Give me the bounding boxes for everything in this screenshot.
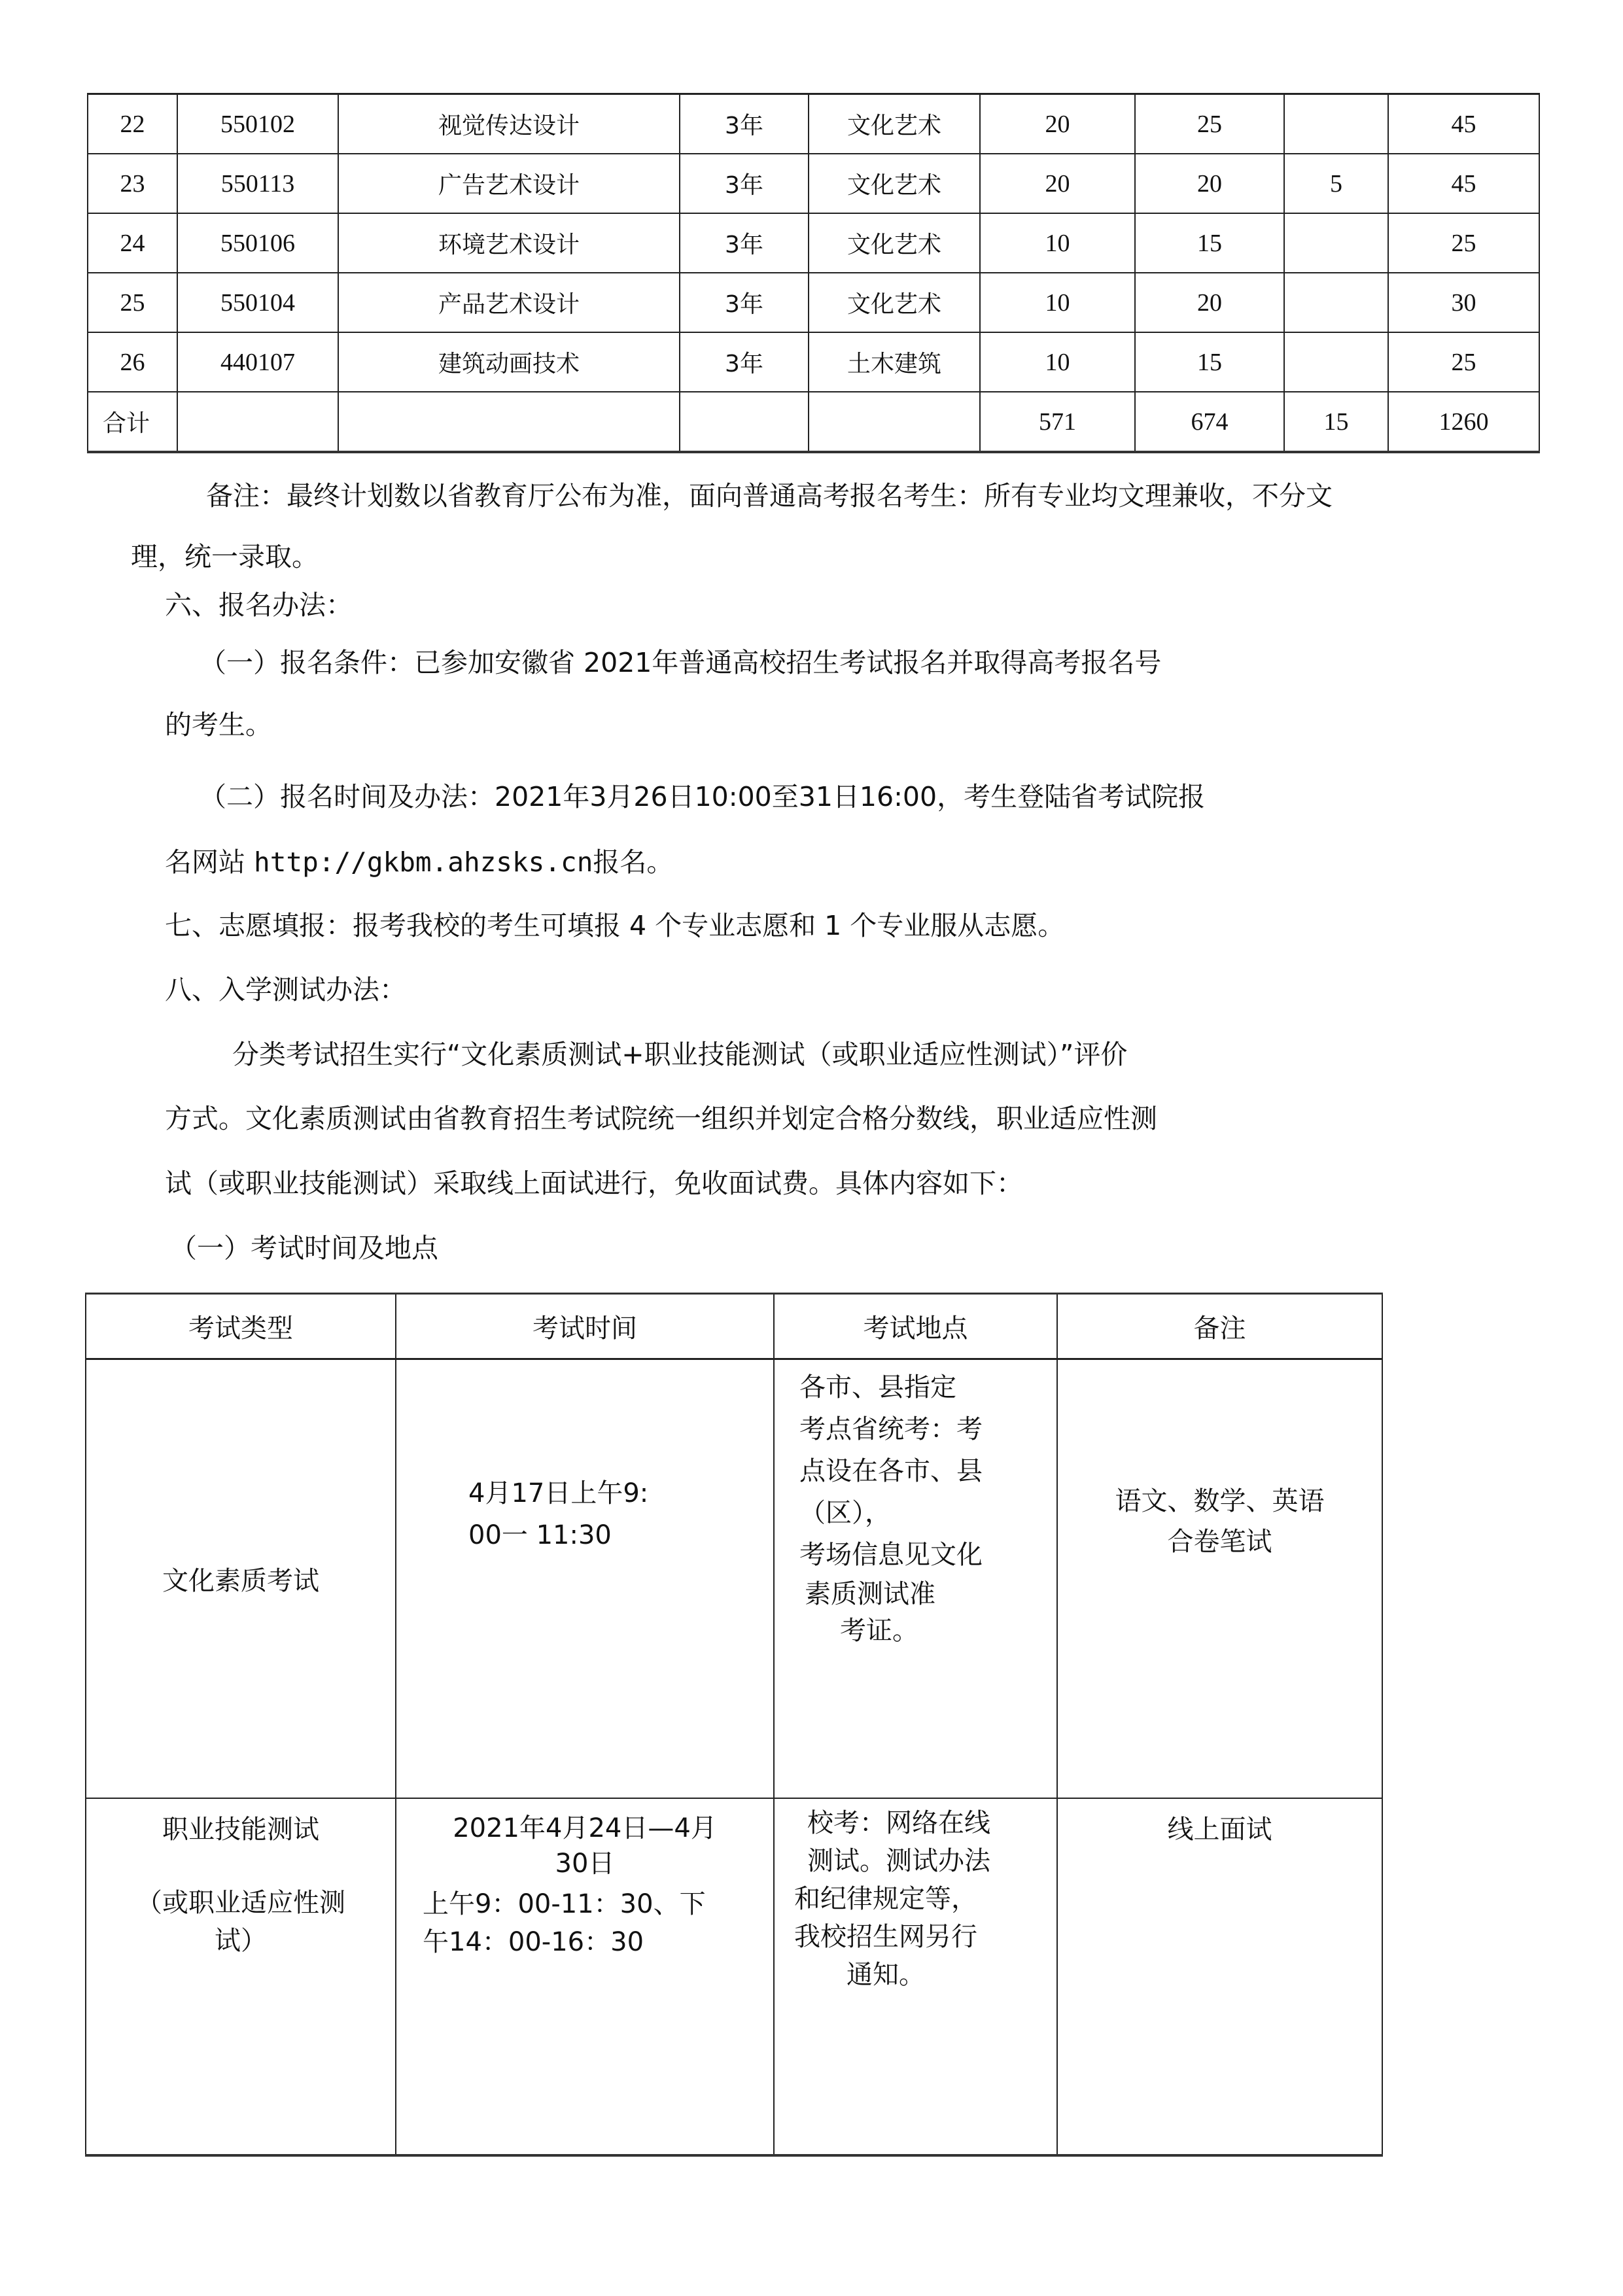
place-line: 考场信息见文化 xyxy=(799,1540,983,1570)
place-line: 考点省统考：考 xyxy=(799,1414,983,1444)
remark-line: 线上面试 xyxy=(1167,1815,1272,1845)
note-line-2: 理，统一录取。 xyxy=(131,541,319,572)
quota-col3 xyxy=(1284,94,1388,154)
website-suffix: 报名。 xyxy=(593,846,674,878)
table-row xyxy=(88,332,1539,392)
major-code: 550102 xyxy=(177,94,338,154)
total-col3: 15 xyxy=(1284,392,1388,452)
quota-col3 xyxy=(1284,273,1388,332)
place-line: 通知。 xyxy=(846,1960,925,1990)
exam-place xyxy=(774,1798,1057,2155)
table-header-row xyxy=(86,1294,1382,1359)
section-8-para-line-2: 方式。文化素质测试由省教育招生考试院统一组织并划定合格分数线，职业适应性测 xyxy=(165,1103,1157,1134)
row-number: 23 xyxy=(88,154,177,213)
row-number: 22 xyxy=(88,94,177,154)
time-line: 00一 11:30 xyxy=(468,1520,612,1550)
spacer xyxy=(86,1849,395,1884)
study-years: 3年 xyxy=(680,273,809,332)
exam-remarks xyxy=(1057,1359,1382,1799)
total-label: 合计 xyxy=(88,392,177,452)
major-name: 视觉传达设计 xyxy=(338,94,680,154)
quota-col2: 20 xyxy=(1135,273,1284,332)
quota-col2: 20 xyxy=(1135,154,1284,213)
major-code: 440107 xyxy=(177,332,338,392)
section-8-title: 八、入学测试办法： xyxy=(165,974,406,1005)
place-line: 我校招生网另行 xyxy=(794,1922,977,1952)
place-line: 素质测试准 xyxy=(805,1579,935,1609)
table-row xyxy=(88,273,1539,332)
study-years: 3年 xyxy=(680,332,809,392)
study-years: 3年 xyxy=(680,94,809,154)
registration-url-link[interactable]: http://gkbm.ahzsks.cn xyxy=(254,846,593,878)
section-6-title: 六、报名办法： xyxy=(165,589,353,621)
table-row xyxy=(88,213,1539,273)
major-category: 土木建筑 xyxy=(809,332,980,392)
place-line: 校考：网络在线 xyxy=(807,1808,990,1838)
row-number: 26 xyxy=(88,332,177,392)
quota-col3 xyxy=(1284,213,1388,273)
quota-col2: 15 xyxy=(1135,213,1284,273)
header-remarks: 备注 xyxy=(1057,1294,1382,1359)
section-6-2-line-1: （二）报名时间及办法：2021年3月26日10:00至31日16:00，考生登陆省考试院报 xyxy=(200,781,1206,812)
quota-col1: 10 xyxy=(980,332,1135,392)
major-category: 文化艺术 xyxy=(809,213,980,273)
table-row xyxy=(88,94,1539,154)
major-code: 550104 xyxy=(177,273,338,332)
quota-total: 45 xyxy=(1388,94,1539,154)
empty-cell xyxy=(680,392,809,452)
table-row xyxy=(88,154,1539,213)
time-line: 4月17日上午9: xyxy=(468,1478,649,1508)
major-name: 环境艺术设计 xyxy=(338,213,680,273)
type-line: （或职业适应性测 xyxy=(136,1888,345,1918)
section-7: 七、志愿填报：报考我校的考生可填报 4 个专业志愿和 1 个专业服从志愿。 xyxy=(165,910,1065,941)
header-exam-type: 考试类型 xyxy=(86,1294,396,1359)
quota-col1: 20 xyxy=(980,154,1135,213)
section-8-para-line-3: 试（或职业技能测试）采取线上面试进行，免收面试费。具体内容如下： xyxy=(165,1168,1023,1199)
section-6-2-line-2 xyxy=(165,846,673,878)
quota-col3 xyxy=(1284,332,1388,392)
enrollment-plan-table xyxy=(87,93,1540,453)
quota-total: 30 xyxy=(1388,273,1539,332)
quota-col1: 10 xyxy=(980,273,1135,332)
total-col1: 571 xyxy=(980,392,1135,452)
place-line: 考证。 xyxy=(840,1616,918,1646)
header-exam-time: 考试时间 xyxy=(396,1294,774,1359)
study-years: 3年 xyxy=(680,154,809,213)
study-years: 3年 xyxy=(680,213,809,273)
exam-place xyxy=(774,1359,1057,1799)
major-code: 550106 xyxy=(177,213,338,273)
remark-line: 语文、数学、英语 xyxy=(1115,1486,1325,1516)
quota-total: 25 xyxy=(1388,213,1539,273)
empty-cell xyxy=(338,392,680,452)
total-sum: 1260 xyxy=(1388,392,1539,452)
quota-col1: 10 xyxy=(980,213,1135,273)
place-line: 各市、县指定 xyxy=(799,1372,956,1402)
exam-type xyxy=(86,1798,396,2155)
time-line: 上午9：00-11：30、下 xyxy=(423,1889,706,1919)
section-8-1-title: （一）考试时间及地点 xyxy=(170,1232,438,1264)
major-category: 文化艺术 xyxy=(809,273,980,332)
total-col2: 674 xyxy=(1135,392,1284,452)
section-8-para-line-1: 分类考试招生实行“文化素质测试+职业技能测试（或职业适应性测试）”评价 xyxy=(232,1039,1128,1070)
time-line: 30日 xyxy=(555,1849,615,1879)
quota-total: 45 xyxy=(1388,154,1539,213)
note-line-1: 备注：最终计划数以省教育厅公布为准，面向普通高考报名考生：所有专业均文理兼收，不分文 xyxy=(206,480,1333,512)
exam-type-text: 文化素质考试 xyxy=(162,1566,319,1596)
quota-col2: 25 xyxy=(1135,94,1284,154)
empty-cell xyxy=(177,392,338,452)
time-line: 2021年4月24日—4月 xyxy=(453,1813,717,1843)
place-line: （区）， xyxy=(799,1498,891,1528)
row-number: 24 xyxy=(88,213,177,273)
quota-col3: 5 xyxy=(1284,154,1388,213)
exam-time xyxy=(396,1798,774,2155)
row-number: 25 xyxy=(88,273,177,332)
quota-total: 25 xyxy=(1388,332,1539,392)
major-category: 文化艺术 xyxy=(809,154,980,213)
exam-remarks xyxy=(1057,1798,1382,2155)
exam-time xyxy=(396,1359,774,1799)
major-code: 550113 xyxy=(177,154,338,213)
major-category: 文化艺术 xyxy=(809,94,980,154)
empty-cell xyxy=(809,392,980,452)
time-line: 午14：00-16：30 xyxy=(423,1927,644,1957)
section-6-1-line-2: 的考生。 xyxy=(165,709,272,740)
website-label: 名网站 xyxy=(165,846,254,878)
total-row xyxy=(88,392,1539,452)
header-exam-place: 考试地点 xyxy=(774,1294,1057,1359)
place-line: 和纪律规定等， xyxy=(794,1884,977,1914)
exam-type xyxy=(86,1359,396,1799)
remark-line: 合卷笔试 xyxy=(1167,1527,1272,1557)
place-line: 测试。测试办法 xyxy=(807,1846,990,1876)
quota-col1: 20 xyxy=(980,94,1135,154)
major-name: 广告艺术设计 xyxy=(338,154,680,213)
table-row xyxy=(86,1359,1382,1799)
quota-col2: 15 xyxy=(1135,332,1284,392)
type-line: 职业技能测试 xyxy=(162,1815,319,1845)
place-line: 点设在各市、县 xyxy=(799,1456,983,1486)
section-6-1-line-1: （一）报名条件：已参加安徽省 2021年普通高校招生考试报名并取得高考报名号 xyxy=(200,647,1162,678)
major-name: 产品艺术设计 xyxy=(338,273,680,332)
major-name: 建筑动画技术 xyxy=(338,332,680,392)
type-line: 试） xyxy=(215,1926,267,1956)
table-row xyxy=(86,1798,1382,2155)
exam-schedule-table xyxy=(85,1293,1383,2157)
